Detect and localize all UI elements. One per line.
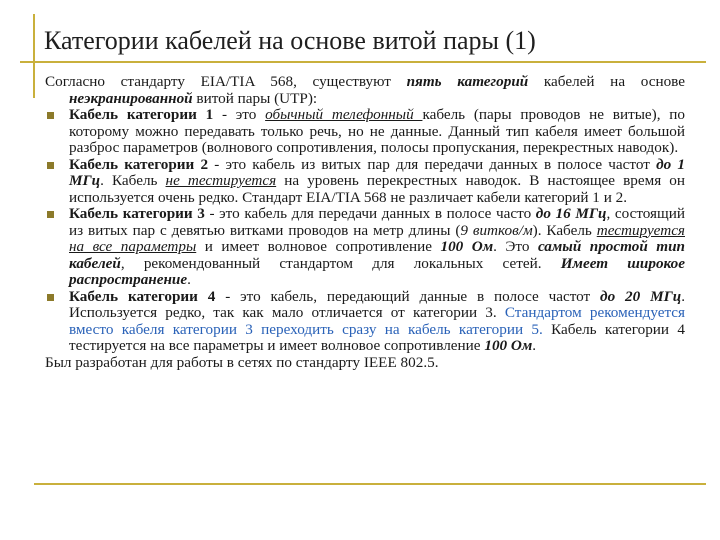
item-emphasis: до 16 МГц [535, 205, 607, 222]
category-name: Кабель категории 2 [69, 155, 209, 173]
bottom-divider-line [34, 483, 706, 485]
square-bullet-icon [47, 211, 54, 218]
intro-emphasis-count: пять категорий [406, 73, 529, 90]
item-emphasis: 100 Ом [440, 238, 494, 255]
intro-text: кабелей на основе [528, 73, 685, 90]
item-italic-text: 9 витков/м [460, 221, 533, 239]
item-text: . [187, 271, 191, 288]
item-emphasis: 100 Ом [484, 337, 533, 354]
intro-text: Согласно стандарту EIA/TIA 568, существуют [45, 73, 407, 90]
item-text: , состоящий из витых пар с девятью витками проводов на метр длины ( [69, 205, 685, 239]
item-text: . Используется редко, так как мало отличается от категории 3. [69, 287, 685, 321]
closing-paragraph: Был разработан для работы в сетях по стандарту IEEE 802.5. [45, 353, 439, 371]
item-emphasis: самый простой тип кабелей [69, 238, 685, 272]
item-text: . Кабель [100, 172, 166, 189]
list-item-category-2 [45, 157, 685, 207]
intro-text: витой пары (UTP): [192, 89, 318, 107]
square-bullet-icon [47, 162, 54, 169]
intro-emphasis-unshielded: неэкранированной [69, 89, 193, 107]
item-underlined-text: тестируется на все параметры [69, 221, 685, 255]
item-text: - это [213, 106, 266, 123]
item-underlined-text: обычный телефонный [265, 106, 423, 123]
decorative-vertical-line [33, 14, 35, 98]
item-text: - это кабель из витых пар для передачи данных в полосе частот [208, 155, 657, 173]
intro-paragraph [45, 74, 685, 107]
square-bullet-icon [47, 294, 54, 301]
category-name: Кабель категории 3 [69, 205, 205, 222]
item-text: , рекомендованный стандартом для локальных сетей. [120, 254, 561, 272]
item-emphasis: Имеет широкое распространение [69, 254, 685, 288]
item-text: . Это [493, 238, 538, 255]
item-emphasis: до 20 МГц [600, 287, 682, 305]
item-text: кабель (пары проводов не витые), по которому можно передавать только речь, но не данные. Данный тип кабеля имеет большой разброс параметров (волнового сопротивления, полосы пропускания, перекрестных наводок). [69, 106, 686, 156]
list-item-category-4 [45, 289, 685, 355]
category-name: Кабель категории 4 [69, 287, 216, 305]
list-item-category-3 [45, 206, 685, 289]
item-text: на уровень перекрестных наводок. В настоящее время он используется очень редко. Стандарт EIA/TIA 568 не различает кабели категорий 1 и 2. [69, 172, 685, 206]
item-text: ). Кабель [532, 221, 597, 239]
title-divider-line [20, 61, 706, 63]
item-text: и имеет волновое сопротивление [196, 238, 441, 255]
list-item-category-1 [45, 107, 685, 157]
item-text: - это кабель для передачи данных в полосе часто [204, 205, 536, 222]
recommendation-text: Стандартом рекомендуется вместо кабеля категории 3 переходить сразу на кабель категории 5. [69, 304, 685, 338]
slide-body [45, 74, 685, 371]
item-text: . [532, 337, 537, 354]
item-underlined-text: не тестируется [165, 172, 277, 189]
item-text: - это кабель, передающий данные в полосе частот [215, 287, 601, 305]
category-name: Кабель категории 1 [69, 106, 214, 123]
item-emphasis: до 1 МГц [69, 155, 685, 189]
item-text: Кабель категории 4 тестируется на все параметры и имеет волновое сопротивление [69, 320, 685, 354]
square-bullet-icon [47, 112, 54, 119]
slide-title: Категории кабелей на основе витой пары (1) [44, 26, 536, 55]
